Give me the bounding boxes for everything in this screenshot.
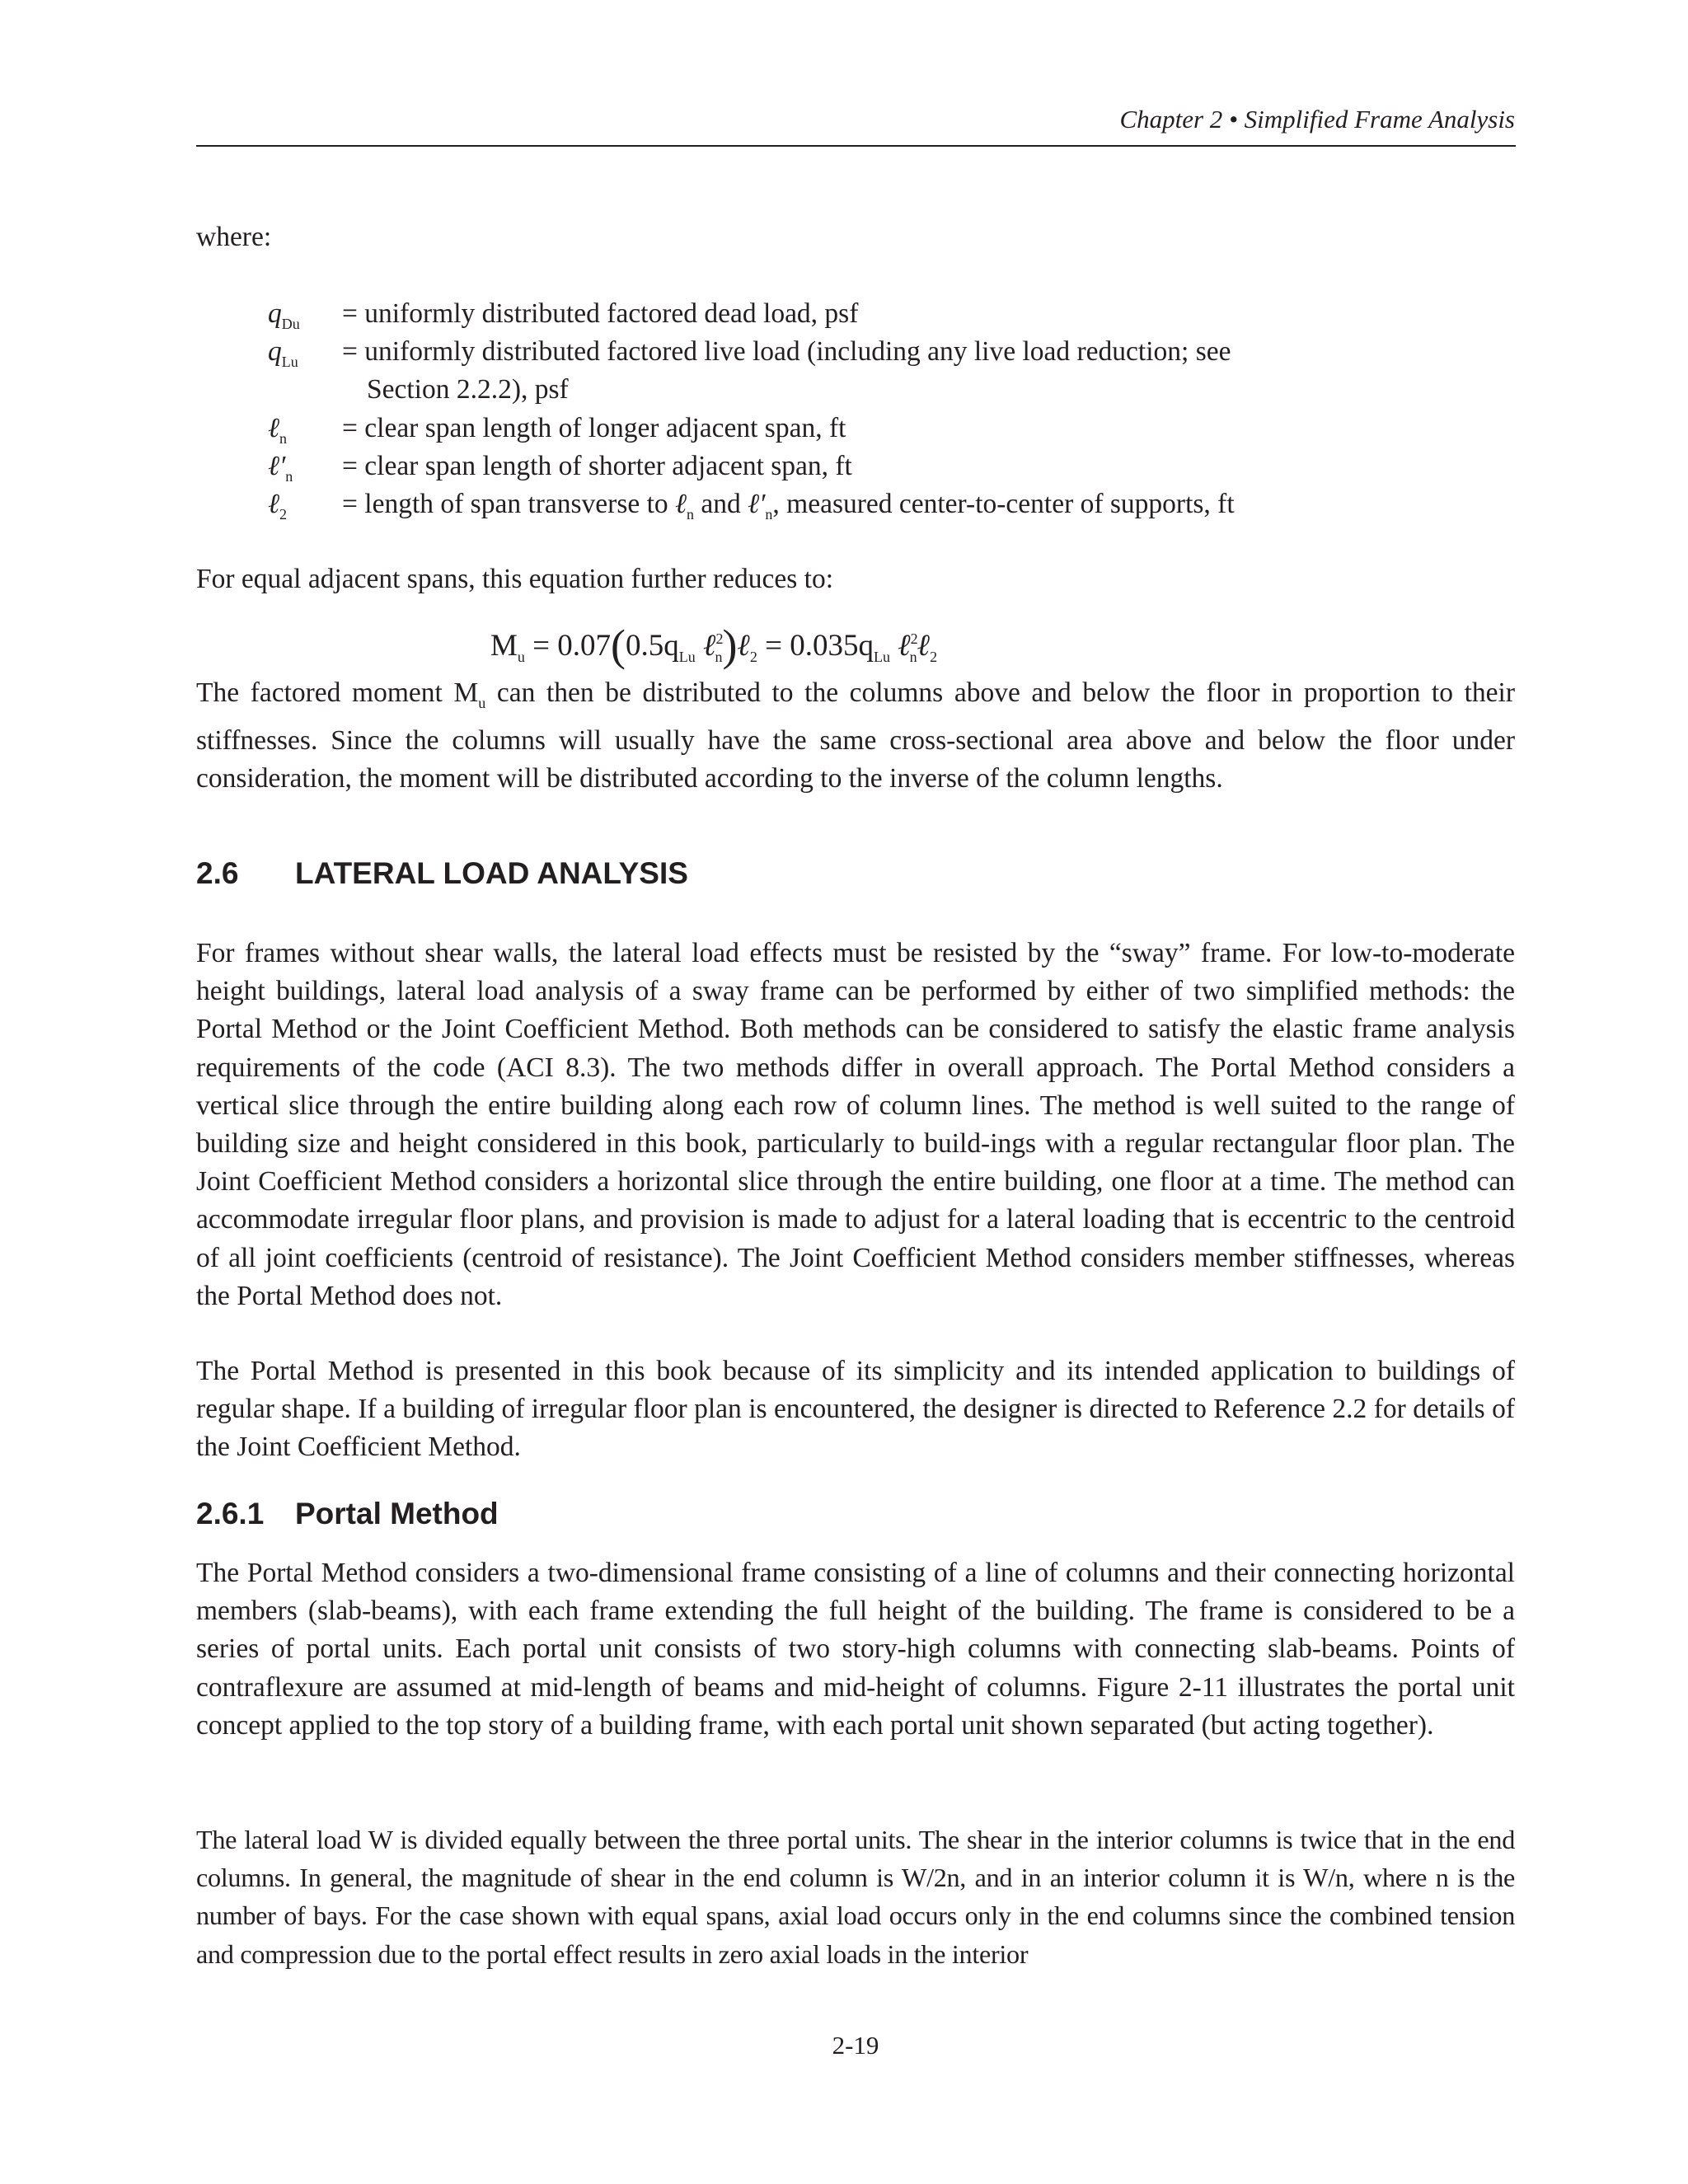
definition-row: $q_{Du}$ = uniformly distributed factored dead load, psf — [268, 295, 1422, 333]
lateral-paragraph-2: The Portal Method is presented in this book because of its simplicity and its intended application to buildings of regular shape. If a building of irregular floor plan is encountered, the designer is directed to Reference 2.2 for details of the Joint Coefficient Method. — [196, 1356, 1515, 1463]
symbol-definitions — [268, 295, 1422, 523]
lateral-paragraph-1: For frames without shear walls, the lateral load effects must be resisted by the “sway” frame. For low-to-moderate height buildings, lateral load analysis of a sway frame can be performed by either of two simplified methods: the Portal Method or the Joint Coefficient Method. Both methods can be considered to satisfy the elastic frame analysis requirements of the code (ACI 8.3). The two methods differ in overall approach. The Portal Method considers a vertical slice through the entire building along each row of column lines. The method is well suited to the range of building size and height considered in this book, particularly to build-ings with a regular rectangular floor plan. The Joint Coefficient Method considers a horizontal slice through the entire building, one floor at a time. The method can accommodate irregular floor plans, and provision is made to adjust for a lateral loading that is eccentric to the centroid of all joint coefficients (centroid of resistance). The Joint Coefficient Method considers member stiffnesses, whereas the Portal Method does not. — [196, 938, 1515, 1311]
subsection-heading — [196, 1495, 499, 1533]
definition-row: ℓ$_n$ = clear span length of longer adjacent span, ft — [268, 410, 1422, 448]
portal-paragraph-2: The lateral load W is divided equally between the three portal units. The shear in the interior columns is twice that in the end columns. In general, the magnitude of shear in the end column is W/2n, and in an interior column it is W/n, where n is the number of bays. For the case shown with equal spans, axial load occurs only in the end columns since the combined tension and compression due to the portal effect results in zero axial loads in the interior — [196, 1825, 1515, 1969]
where-label: where: — [196, 222, 272, 252]
running-header: Chapter 2 • Simplified Frame Analysis — [1119, 105, 1515, 134]
definition-text: = uniformly distributed factored live load (including any live load reduction; see — [342, 336, 1231, 368]
header-rule — [196, 145, 1516, 147]
subsection-title: Portal Method — [295, 1497, 499, 1530]
factored-moment-paragraph: The factored moment $M_u$ can then be distributed to the columns above and below the floor in proportion to their stiffnesses. Since the columns will usually have the same cross-sectional area above and below the floor under consideration, the moment will be distributed according to the inverse of the column lengths. — [196, 677, 1516, 794]
definition-row: $\ell'_n$ = clear span length of shorter adjacent span, ft — [268, 448, 1422, 485]
section-heading — [196, 855, 688, 893]
section-title: LATERAL LOAD ANALYSIS — [295, 856, 688, 890]
portal-paragraph-1: The Portal Method considers a two-dimensional frame consisting of a line of columns and their connecting horizontal members (slab-beams), with each frame extending the full height of the building. The frame is considered to be a series of portal units. Each portal unit consists of two story-high columns with connecting slab-beams. Points of contraflexure are assumed at mid-length of beams and mid-height of columns. Figure 2-11 illustrates the portal unit concept applied to the top story of a building frame, with each portal unit shown separated (but acting together). — [196, 1558, 1515, 1741]
definition-text: Section 2.2.2), psf — [367, 374, 569, 405]
equal-spans-text: For equal adjacent spans, this equation further reduces to: — [196, 564, 834, 594]
definition-row: $q_{Lu}$ = uniformly distributed factored live load (including any live load reduction; see — [268, 333, 1422, 371]
moment-equation: $M_u = 0.07(0.5q_{Lu}$ ℓ$^2_n$)ℓ$_2$ = $0.035q_{Lu}$ ℓ$^2_n$ℓ$_2$ — [490, 621, 938, 670]
definition-text: = clear span length of shorter adjacent span, ft — [342, 450, 852, 481]
definition-text: = clear span length of longer adjacent span, ft — [342, 412, 846, 443]
definition-row — [268, 371, 1422, 409]
section-number: 2.6 — [196, 856, 239, 890]
subsection-number: 2.6.1 — [196, 1497, 265, 1530]
definition-row: ℓ$_2$ = length of span transverse to ℓ$_n$ and $\ell'_n$, measured center-to-center of supports, ft — [268, 485, 1422, 523]
definition-text: = length of span transverse to ℓ$_n$ and $\ell'_n$, measured center-to-center of supports, ft — [342, 488, 1235, 523]
page-number: 2-19 — [832, 2031, 879, 2060]
definition-text: = uniformly distributed factored dead load, psf — [342, 298, 859, 329]
